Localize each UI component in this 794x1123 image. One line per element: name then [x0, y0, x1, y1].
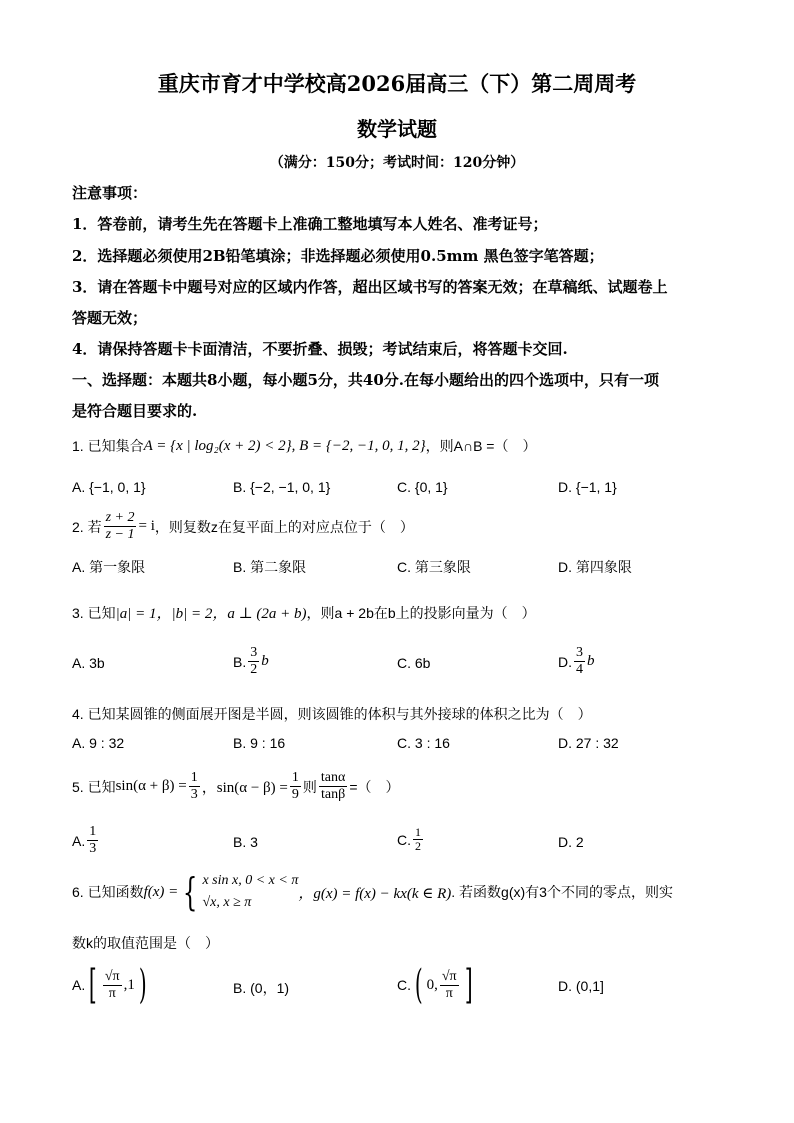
exam-subtitle: 数学试题 [357, 117, 437, 141]
q5-suffix: =（ ） [349, 778, 400, 795]
q2-suffix: ，则复数z在复平面上的对应点位于（ ） [154, 518, 414, 535]
q3-d-den: 4 [576, 662, 583, 677]
notice-item-3: 3．请在答题卡中题号对应的区域内作答，超出区域书写的答案无效；在草稿纸、试题卷上 [72, 278, 668, 296]
q6-suffix: . 若函数g(x)有3个不同的零点，则实 [451, 884, 673, 900]
q2-option-d: D. 第四象限 [558, 559, 632, 575]
q6-c-lead: 0, [426, 976, 438, 993]
q5-c-num: 1 [415, 825, 421, 839]
q3-d-num: 3 [576, 645, 583, 660]
q5-frac-1 [189, 770, 200, 803]
q5-f2-num: 1 [291, 770, 299, 785]
q6-a-num: √π [104, 968, 120, 984]
q3-option-c: C. 6b [397, 655, 431, 671]
q1-prefix: 1. 已知集合 [72, 438, 144, 454]
q6-option-d: D. (0,1] [558, 978, 604, 994]
q5-option-c-frac [413, 826, 423, 853]
q5-option-a-frac [87, 824, 98, 857]
q5-f2-den: 9 [291, 787, 299, 802]
q2-option-b: B. 第二象限 [233, 559, 307, 575]
question-1-stem [72, 436, 536, 456]
q5-c-den: 2 [415, 839, 421, 853]
q3-option-d-frac [574, 645, 585, 678]
q6-case-2: √x, x ≥ π [202, 895, 252, 910]
q3-b-num: 3 [250, 645, 258, 660]
q6-option-a [72, 962, 150, 1008]
q5-option-d: D. 2 [558, 834, 584, 850]
q3-suffix: ，则a + 2b在b上的投影向量为（ ） [306, 604, 536, 621]
q5-option-b: B. 3 [233, 834, 258, 850]
q6-piecewise [178, 870, 298, 914]
q6-a-tail: ,1 [123, 976, 135, 993]
q6-gx: ，g(x) = f(x) − kx(k ∈ R) [298, 885, 452, 902]
q6-option-a-frac [103, 969, 122, 1002]
q5-sin-diff: ，sin(α − β) = [201, 780, 288, 796]
q6-option-b: B. (0，1) [233, 980, 290, 996]
q5-f3-num: tanα [320, 770, 346, 785]
q6-fx: f(x) = [143, 883, 179, 900]
notice-item-3-cont: 答题无效； [72, 309, 148, 327]
q6-a-right-paren: ) [138, 962, 147, 1008]
q3-prefix: 3. 已知 [72, 604, 116, 621]
q6-c-right-bracket: ] [464, 962, 473, 1008]
question-3-stem [72, 602, 536, 623]
q1-option-c: C. {0, 1} [397, 479, 448, 495]
q2-frac-den: z − 1 [105, 527, 135, 542]
q6-c-left-paren: ( [414, 962, 423, 1008]
q6-a-den: π [108, 985, 116, 1001]
notice-item-4: 4．请保持答题卡卡面清洁，不要折叠、损毁；考试结束后，将答题卡交回. [72, 340, 568, 358]
question-2-stem [72, 510, 414, 543]
q2-fraction [104, 510, 137, 543]
q5-prefix: 5. 已知 [72, 778, 116, 795]
q3-math: |a| = 1，|b| = 2，a ⊥ (2a + b) [115, 606, 307, 622]
q6-case-1: x sin x, 0 < x < π [202, 873, 299, 888]
q1-option-b: B. {−2, −1, 0, 1} [233, 479, 331, 495]
notice-item-2: 2．选择题必须使用2B铅笔填涂；非选择题必须使用0.5mm 黑色签字笔答题； [72, 247, 604, 265]
q4-option-a: A. 9 : 32 [72, 735, 125, 751]
question-6-stem [72, 870, 673, 914]
exam-meta: （满分：150分；考试时间：120分钟） [269, 155, 525, 171]
q5-option-c [397, 826, 425, 853]
question-5-stem [72, 770, 400, 803]
q5-a-num: 1 [89, 824, 97, 839]
q4-option-c: C. 3 : 16 [397, 735, 450, 751]
q3-option-b [233, 645, 269, 678]
section-heading-line2: 是符合题目要求的. [72, 402, 198, 420]
q2-option-c: C. 第三象限 [397, 559, 471, 575]
q6-prefix: 6. 已知函数 [72, 884, 144, 900]
q6-c-den: π [445, 985, 453, 1001]
q6-option-a-label: A. [72, 977, 86, 993]
q3-option-a: A. 3b [72, 655, 105, 671]
q6-option-c-frac [440, 969, 459, 1002]
q6-brace: { [183, 870, 198, 914]
q5-option-c-label: C. [397, 831, 411, 848]
question-6-stem-line2: 数k的取值范围是（ ） [72, 935, 219, 951]
q5-option-a [72, 824, 100, 857]
question-4-stem: 4. 已知某圆锥的侧面展开图是半圆，则该圆锥的体积与其外接球的体积之比为（ ） [72, 706, 592, 722]
q3-b-den: 2 [250, 662, 258, 677]
q5-frac-2 [290, 770, 301, 803]
q4-option-d: D. 27 : 32 [558, 735, 619, 751]
notice-item-1: 1．答卷前，请考生先在答题卡上准确工整地填写本人姓名、准考证号； [72, 215, 548, 233]
q6-option-c [397, 962, 476, 1008]
q3-option-d [558, 645, 595, 678]
q3-option-b-label: B. [233, 653, 247, 670]
q5-then: 则 [302, 778, 317, 795]
notice-heading: 注意事项： [72, 184, 148, 202]
q3-option-d-label: D. [558, 653, 572, 670]
q3-d-tail: b [587, 653, 595, 669]
q1-suffix: ，则A∩B =（ ） [425, 438, 537, 454]
q6-option-c-label: C. [397, 977, 411, 993]
q3-option-b-frac [248, 645, 259, 678]
section-heading-line1: 一、选择题：本题共8小题，每小题5分，共40分.在每小题给出的四个选项中，只有一项 [72, 371, 659, 389]
q2-option-a: A. 第一象限 [72, 559, 146, 575]
q6-c-num: √π [441, 968, 457, 984]
q5-sin-sum: sin(α + β) = [115, 778, 187, 794]
q5-a-den: 3 [89, 841, 97, 856]
q2-eq: = i [138, 518, 155, 534]
q4-option-b: B. 9 : 16 [233, 735, 286, 751]
q1-option-d: D. {−1, 1} [558, 479, 617, 495]
q1-math: A = {x | log₂(x + 2) < 2}, B = {−2, −1, 0, 1, 2} [143, 437, 426, 454]
q3-b-tail: b [261, 653, 269, 669]
q5-f1-num: 1 [190, 770, 198, 785]
q5-f3-den: tanβ [321, 787, 346, 802]
exam-title: 重庆市育才中学校高2026届高三（下）第二周周考 [157, 71, 637, 96]
q1-option-a: A. {−1, 0, 1} [72, 479, 146, 495]
q2-frac-num: z + 2 [105, 510, 135, 525]
q5-frac-3 [319, 770, 347, 803]
q6-cases [202, 870, 298, 914]
q5-option-a-label: A. [72, 832, 86, 849]
q5-f1-den: 3 [190, 787, 198, 802]
q2-prefix: 2. 若 [72, 518, 102, 535]
q6-a-left-bracket: [ [89, 962, 97, 1008]
